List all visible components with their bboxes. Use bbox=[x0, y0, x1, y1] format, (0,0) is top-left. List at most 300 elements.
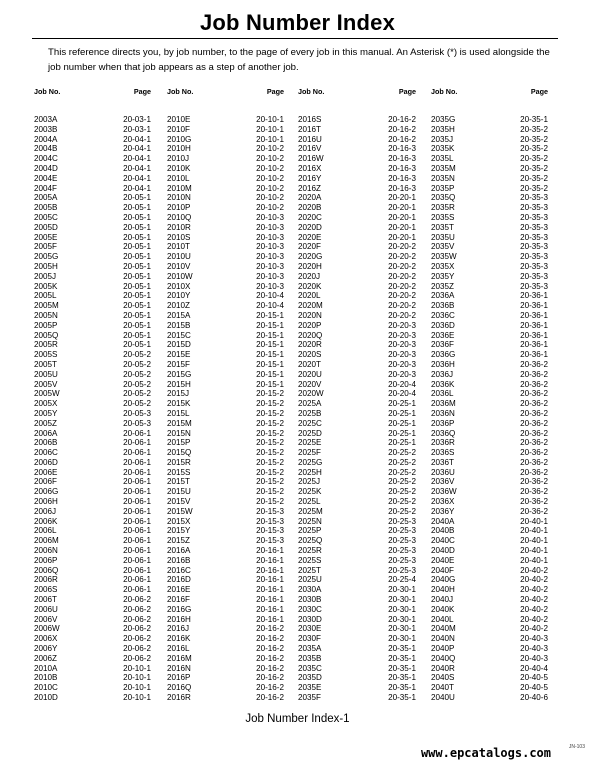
page-title: Job Number Index bbox=[199, 10, 396, 35]
index-row bbox=[431, 664, 548, 674]
job-number: 2016J bbox=[167, 624, 190, 634]
job-number: 2005C bbox=[34, 212, 58, 222]
page-reference: 20-10-1 bbox=[123, 673, 151, 683]
index-row bbox=[34, 517, 151, 527]
index-row bbox=[298, 497, 416, 507]
page-reference: 20-06-2 bbox=[123, 644, 151, 654]
index-row bbox=[431, 526, 548, 536]
job-number: 2025C bbox=[298, 418, 322, 428]
page-reference: 20-16-2 bbox=[256, 644, 284, 654]
page-reference: 20-36-1 bbox=[520, 291, 548, 301]
index-row bbox=[431, 497, 548, 507]
job-number: 2016R bbox=[167, 693, 191, 703]
index-row bbox=[167, 546, 284, 556]
index-row bbox=[298, 624, 416, 634]
index-row bbox=[167, 693, 284, 703]
page-header: Page bbox=[133, 87, 151, 96]
job-number: 2015D bbox=[167, 340, 191, 350]
index-row bbox=[431, 487, 548, 497]
page-reference: 20-10-3 bbox=[256, 252, 284, 262]
index-row bbox=[298, 115, 416, 125]
job-number: 2020N bbox=[298, 310, 322, 320]
page-reference: 20-20-1 bbox=[388, 193, 416, 203]
page-reference: 20-15-1 bbox=[256, 340, 284, 350]
job-number: 2040B bbox=[431, 526, 455, 536]
job-number: 2020R bbox=[298, 340, 322, 350]
index-row bbox=[34, 536, 151, 546]
page-reference: 20-06-2 bbox=[123, 634, 151, 644]
index-row bbox=[167, 282, 284, 292]
page-reference: 20-20-2 bbox=[388, 281, 416, 291]
page-reference: 20-06-1 bbox=[123, 497, 151, 507]
job-number: 2036U bbox=[431, 467, 455, 477]
index-row bbox=[298, 536, 416, 546]
job-no-header: Job No. bbox=[34, 87, 61, 96]
index-row bbox=[34, 683, 151, 693]
job-number: 2036P bbox=[431, 418, 455, 428]
index-row bbox=[431, 654, 548, 664]
job-number: 2020T bbox=[298, 359, 321, 369]
page-reference: 20-35-1 bbox=[388, 693, 416, 703]
job-number: 2006J bbox=[34, 506, 57, 516]
index-row bbox=[34, 331, 151, 341]
job-number: 2015P bbox=[167, 438, 191, 448]
page-reference: 20-36-2 bbox=[520, 408, 548, 418]
job-number: 2005N bbox=[34, 310, 58, 320]
index-row bbox=[298, 566, 416, 576]
job-number: 2036B bbox=[431, 301, 455, 311]
page-reference: 20-15-2 bbox=[256, 428, 284, 438]
job-number: 2035G bbox=[431, 115, 456, 124]
job-number: 2020L bbox=[298, 291, 321, 301]
index-row bbox=[298, 429, 416, 439]
job-number: 2005J bbox=[34, 271, 57, 281]
job-number: 2010J bbox=[167, 154, 190, 164]
job-number: 2004B bbox=[34, 144, 58, 154]
page-reference: 20-15-2 bbox=[256, 438, 284, 448]
page-reference: 20-25-2 bbox=[388, 487, 416, 497]
index-row bbox=[34, 311, 151, 321]
page-reference: 20-35-3 bbox=[520, 271, 548, 281]
job-number: 2025E bbox=[298, 438, 322, 448]
page-reference: 20-36-2 bbox=[520, 359, 548, 369]
job-number: 2035C bbox=[298, 663, 322, 673]
index-row bbox=[431, 350, 548, 360]
page-reference: 20-35-1 bbox=[388, 683, 416, 693]
page-reference: 20-15-1 bbox=[256, 350, 284, 360]
index-row bbox=[167, 203, 284, 213]
index-row bbox=[34, 615, 151, 625]
job-number: 2020J bbox=[298, 271, 321, 281]
job-number: 2035W bbox=[431, 252, 457, 262]
job-number: 2010P bbox=[167, 203, 191, 213]
index-row bbox=[431, 556, 548, 566]
page-reference: 20-20-2 bbox=[388, 310, 416, 320]
index-row bbox=[34, 566, 151, 576]
page-reference: 20-16-3 bbox=[388, 154, 416, 164]
page-reference: 20-06-2 bbox=[123, 653, 151, 663]
index-row bbox=[431, 184, 548, 194]
page-reference: 20-40-2 bbox=[520, 604, 548, 614]
page-reference: 20-30-1 bbox=[388, 595, 416, 605]
index-row bbox=[34, 360, 151, 370]
job-number: 2006Z bbox=[34, 653, 57, 663]
page-reference: 20-20-1 bbox=[388, 232, 416, 242]
index-row bbox=[167, 575, 284, 585]
job-number: 2020Q bbox=[298, 330, 323, 340]
job-number: 2035V bbox=[431, 242, 455, 252]
page-reference: 20-35-3 bbox=[520, 232, 548, 242]
page-reference: 20-15-2 bbox=[256, 448, 284, 458]
index-row bbox=[298, 585, 416, 595]
job-number: 2010X bbox=[167, 281, 191, 291]
index-row bbox=[431, 409, 548, 419]
page-reference: 20-16-3 bbox=[388, 163, 416, 173]
job-number: 2010D bbox=[34, 693, 58, 703]
page-reference: 20-15-2 bbox=[256, 408, 284, 418]
index-row bbox=[34, 213, 151, 223]
job-number: 2006M bbox=[34, 536, 59, 546]
index-columns bbox=[34, 86, 557, 706]
index-row bbox=[431, 223, 548, 233]
job-number: 2020G bbox=[298, 252, 323, 262]
job-number: 2015Z bbox=[167, 536, 190, 546]
page-reference: 20-36-2 bbox=[520, 379, 548, 389]
job-number: 2025U bbox=[298, 575, 322, 585]
page-reference: 20-36-2 bbox=[520, 438, 548, 448]
watermark-url[interactable]: www.epcatalogs.com bbox=[420, 746, 551, 760]
job-number: 2036D bbox=[431, 320, 455, 330]
page-reference: 20-10-1 bbox=[123, 663, 151, 673]
index-row bbox=[298, 223, 416, 233]
job-number: 2036N bbox=[431, 408, 455, 418]
page-reference: 20-16-2 bbox=[256, 624, 284, 634]
page-reference: 20-25-1 bbox=[388, 428, 416, 438]
job-number: 2016H bbox=[167, 614, 191, 624]
job-number: 2005R bbox=[34, 340, 58, 350]
job-number: 2016E bbox=[167, 585, 191, 595]
job-number: 2005M bbox=[34, 301, 59, 311]
page-reference: 20-20-1 bbox=[388, 203, 416, 213]
page-reference: 20-05-1 bbox=[123, 203, 151, 213]
job-number: 2035F bbox=[298, 693, 321, 703]
index-row bbox=[34, 419, 151, 429]
job-number: 2030D bbox=[298, 614, 322, 624]
job-number: 2036E bbox=[431, 330, 455, 340]
index-row bbox=[431, 233, 548, 243]
job-number: 2005G bbox=[34, 252, 59, 262]
job-number: 2004A bbox=[34, 134, 58, 144]
page-reference: 20-20-1 bbox=[388, 222, 416, 232]
index-row bbox=[431, 624, 548, 634]
index-row bbox=[431, 203, 548, 213]
index-row bbox=[34, 693, 151, 703]
index-row bbox=[298, 174, 416, 184]
job-number: 2015Y bbox=[167, 526, 191, 536]
index-row bbox=[167, 487, 284, 497]
index-row bbox=[34, 115, 151, 125]
page-reference: 20-20-3 bbox=[388, 350, 416, 360]
page-reference: 20-15-2 bbox=[256, 418, 284, 428]
job-number: 2006L bbox=[34, 526, 57, 536]
job-number: 2016M bbox=[167, 653, 192, 663]
page-reference: 20-35-1 bbox=[520, 115, 548, 124]
index-row bbox=[34, 321, 151, 331]
job-number: 2015W bbox=[167, 506, 193, 516]
index-row bbox=[167, 654, 284, 664]
index-row bbox=[34, 174, 151, 184]
page-reference: 20-36-2 bbox=[520, 477, 548, 487]
page-reference: 20-06-1 bbox=[123, 457, 151, 467]
index-row bbox=[34, 262, 151, 272]
index-row bbox=[167, 595, 284, 605]
job-number: 2035Z bbox=[431, 281, 454, 291]
page-reference: 20-16-1 bbox=[256, 565, 284, 575]
job-number: 2016A bbox=[167, 546, 191, 556]
page-reference: 20-05-2 bbox=[123, 379, 151, 389]
index-row bbox=[431, 135, 548, 145]
index-row bbox=[431, 566, 548, 576]
job-number: 2035J bbox=[431, 134, 454, 144]
job-number: 2020B bbox=[298, 203, 322, 213]
page-reference: 20-40-2 bbox=[520, 585, 548, 595]
job-number: 2040F bbox=[431, 565, 454, 575]
page-reference: 20-15-1 bbox=[256, 369, 284, 379]
index-row bbox=[298, 673, 416, 683]
page-reference: 20-05-3 bbox=[123, 408, 151, 418]
page-reference: 20-05-1 bbox=[123, 340, 151, 350]
job-number: 2005X bbox=[34, 399, 58, 409]
job-number: 2035A bbox=[298, 644, 322, 654]
page-reference: 20-15-3 bbox=[256, 536, 284, 546]
index-row bbox=[167, 311, 284, 321]
job-number: 2036L bbox=[431, 389, 454, 399]
index-row bbox=[431, 399, 548, 409]
job-number: 2006Y bbox=[34, 644, 58, 654]
index-row bbox=[167, 360, 284, 370]
column-header bbox=[167, 86, 284, 115]
job-number: 2025F bbox=[298, 448, 321, 458]
page-reference: 20-06-2 bbox=[123, 624, 151, 634]
job-number: 2016P bbox=[167, 673, 191, 683]
index-row bbox=[34, 370, 151, 380]
job-number: 2016D bbox=[167, 575, 191, 585]
page-reference: 20-10-3 bbox=[256, 212, 284, 222]
job-number: 2016V bbox=[298, 144, 322, 154]
index-row bbox=[431, 615, 548, 625]
index-row bbox=[34, 448, 151, 458]
page-reference: 20-35-3 bbox=[520, 242, 548, 252]
page-reference: 20-10-2 bbox=[256, 154, 284, 164]
index-row bbox=[167, 252, 284, 262]
index-row bbox=[431, 595, 548, 605]
page-reference: 20-06-1 bbox=[123, 555, 151, 565]
job-number: 2040G bbox=[431, 575, 456, 585]
page-reference: 20-20-2 bbox=[388, 242, 416, 252]
page-reference: 20-30-1 bbox=[388, 634, 416, 644]
index-row bbox=[298, 409, 416, 419]
job-number: 2010M bbox=[167, 183, 192, 193]
page-reference: 20-16-1 bbox=[256, 575, 284, 585]
index-row bbox=[298, 380, 416, 390]
job-no-header: Job No. bbox=[298, 87, 325, 96]
index-row bbox=[167, 233, 284, 243]
page-reference: 20-05-1 bbox=[123, 281, 151, 291]
job-number: 2035Y bbox=[431, 271, 455, 281]
page-reference: 20-40-5 bbox=[520, 673, 548, 683]
job-number: 2030A bbox=[298, 585, 322, 595]
job-number: 2006E bbox=[34, 467, 58, 477]
title-rule bbox=[32, 38, 558, 39]
page-reference: 20-06-2 bbox=[123, 595, 151, 605]
job-number: 2025A bbox=[298, 399, 322, 409]
page-code: JN-103 bbox=[568, 744, 585, 750]
page-reference: 20-30-1 bbox=[388, 614, 416, 624]
job-number: 2035U bbox=[431, 232, 455, 242]
index-row bbox=[167, 644, 284, 654]
index-row bbox=[298, 282, 416, 292]
page-reference: 20-40-1 bbox=[520, 516, 548, 526]
index-row bbox=[431, 272, 548, 282]
index-row bbox=[167, 556, 284, 566]
job-number: 2016Q bbox=[167, 683, 192, 693]
page-reference: 20-36-1 bbox=[520, 310, 548, 320]
job-number: 2015M bbox=[167, 418, 192, 428]
index-row bbox=[298, 203, 416, 213]
index-row bbox=[167, 585, 284, 595]
index-row bbox=[34, 164, 151, 174]
index-column-1 bbox=[34, 86, 151, 706]
page-reference: 20-10-2 bbox=[256, 183, 284, 193]
index-row bbox=[298, 575, 416, 585]
index-row bbox=[298, 164, 416, 174]
job-number: 2010E bbox=[167, 115, 191, 124]
page-reference: 20-20-2 bbox=[388, 261, 416, 271]
page-reference: 20-05-1 bbox=[123, 222, 151, 232]
job-number: 2020K bbox=[298, 281, 322, 291]
job-number: 2036V bbox=[431, 477, 455, 487]
index-row bbox=[298, 664, 416, 674]
page-reference: 20-10-1 bbox=[256, 124, 284, 134]
index-row bbox=[298, 654, 416, 664]
job-number: 2006K bbox=[34, 516, 58, 526]
job-number: 2006F bbox=[34, 477, 57, 487]
index-row bbox=[298, 233, 416, 243]
page-reference: 20-05-1 bbox=[123, 193, 151, 203]
index-row bbox=[34, 487, 151, 497]
page-reference: 20-35-3 bbox=[520, 252, 548, 262]
page-reference: 20-20-2 bbox=[388, 291, 416, 301]
job-number: 2020W bbox=[298, 389, 324, 399]
job-number: 2036G bbox=[431, 350, 456, 360]
index-row bbox=[167, 154, 284, 164]
index-row bbox=[431, 429, 548, 439]
page-reference: 20-10-2 bbox=[256, 203, 284, 213]
page-reference: 20-40-1 bbox=[520, 536, 548, 546]
job-number: 2035E bbox=[298, 683, 322, 693]
index-row bbox=[167, 350, 284, 360]
index-row bbox=[298, 605, 416, 615]
job-number: 2006S bbox=[34, 585, 58, 595]
index-row bbox=[34, 282, 151, 292]
job-number: 2025M bbox=[298, 506, 323, 516]
page-reference: 20-16-3 bbox=[388, 183, 416, 193]
index-row bbox=[167, 566, 284, 576]
job-number: 2015E bbox=[167, 350, 191, 360]
job-number: 2006V bbox=[34, 614, 58, 624]
index-column-2 bbox=[167, 86, 284, 706]
index-row bbox=[431, 125, 548, 135]
job-number: 2020F bbox=[298, 242, 321, 252]
page-reference: 20-15-1 bbox=[256, 379, 284, 389]
page-reference: 20-06-1 bbox=[123, 575, 151, 585]
page-reference: 20-10-3 bbox=[256, 232, 284, 242]
job-number: 2016L bbox=[167, 644, 190, 654]
index-row bbox=[298, 262, 416, 272]
job-number: 2010V bbox=[167, 261, 191, 271]
index-row bbox=[298, 683, 416, 693]
index-row bbox=[34, 575, 151, 585]
index-row bbox=[298, 135, 416, 145]
job-number: 2010N bbox=[167, 193, 191, 203]
job-number: 2005K bbox=[34, 281, 58, 291]
page-reference: 20-35-2 bbox=[520, 134, 548, 144]
page-reference: 20-36-1 bbox=[520, 301, 548, 311]
index-row bbox=[431, 438, 548, 448]
page-reference: 20-06-1 bbox=[123, 467, 151, 477]
job-number: 2005W bbox=[34, 389, 60, 399]
job-number: 2015R bbox=[167, 457, 191, 467]
job-number: 2010U bbox=[167, 252, 191, 262]
job-number: 2005H bbox=[34, 261, 58, 271]
page-reference: 20-25-3 bbox=[388, 526, 416, 536]
page-reference: 20-35-2 bbox=[520, 183, 548, 193]
job-number: 2010Z bbox=[167, 301, 190, 311]
index-row bbox=[167, 468, 284, 478]
job-number: 2035M bbox=[431, 163, 456, 173]
index-row bbox=[167, 683, 284, 693]
page-reference: 20-35-2 bbox=[520, 154, 548, 164]
index-row bbox=[431, 644, 548, 654]
index-row bbox=[298, 458, 416, 468]
index-row bbox=[298, 615, 416, 625]
page-reference: 20-40-1 bbox=[520, 555, 548, 565]
job-number: 2005B bbox=[34, 203, 58, 213]
index-row bbox=[431, 154, 548, 164]
page-reference: 20-10-2 bbox=[256, 193, 284, 203]
index-row bbox=[431, 301, 548, 311]
job-number: 2030F bbox=[298, 634, 321, 644]
page-reference: 20-06-1 bbox=[123, 585, 151, 595]
job-number: 2005D bbox=[34, 222, 58, 232]
index-row bbox=[34, 438, 151, 448]
page-reference: 20-40-6 bbox=[520, 693, 548, 703]
page-reference: 20-25-3 bbox=[388, 565, 416, 575]
page-reference: 20-40-5 bbox=[520, 683, 548, 693]
page-reference: 20-06-1 bbox=[123, 565, 151, 575]
page-reference: 20-30-1 bbox=[388, 585, 416, 595]
index-row bbox=[167, 438, 284, 448]
page-reference: 20-36-2 bbox=[520, 428, 548, 438]
page-reference: 20-36-2 bbox=[520, 418, 548, 428]
page-reference: 20-35-3 bbox=[520, 222, 548, 232]
job-number: 2040U bbox=[431, 693, 455, 703]
job-number: 2005S bbox=[34, 350, 58, 360]
index-row bbox=[34, 654, 151, 664]
index-row bbox=[431, 546, 548, 556]
index-row bbox=[431, 291, 548, 301]
page-reference: 20-10-1 bbox=[123, 693, 151, 703]
